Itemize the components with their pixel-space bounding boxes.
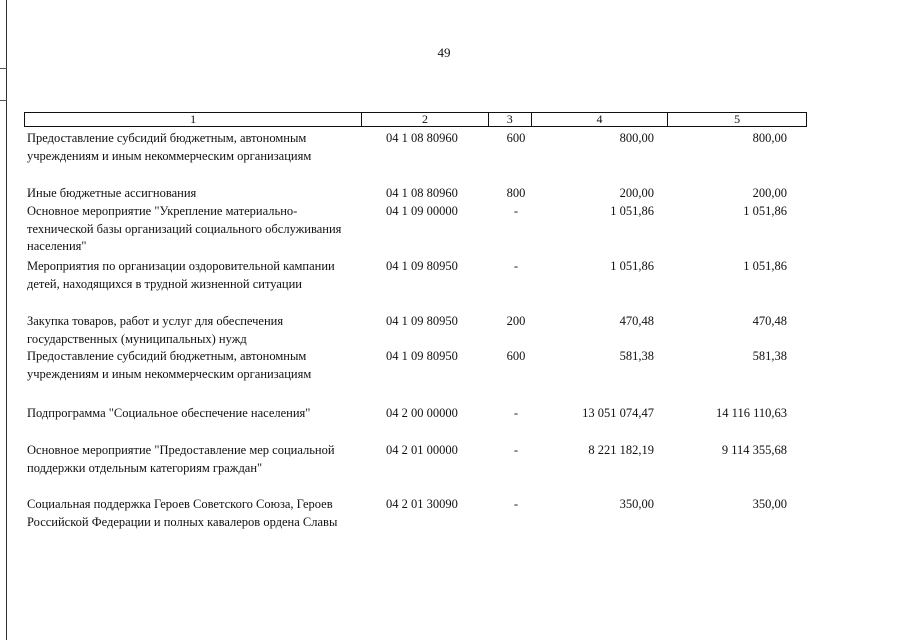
row-code: 04 1 08 80960 — [386, 131, 458, 145]
row-value-col4: 470,48 — [619, 314, 654, 328]
row-value-col4: 1 051,86 — [610, 259, 654, 273]
scan-edge-tick — [0, 100, 7, 101]
header-col-2: 2 — [361, 113, 488, 126]
row-type: - — [513, 497, 519, 511]
header-col-5: 5 — [667, 113, 806, 126]
row-name: Основное мероприятие "Укрепление материально-технической базы организаций социального обслуживания населения" — [27, 204, 342, 253]
row-value-col5: 800,00 — [752, 131, 787, 145]
row-value-col4: 800,00 — [619, 131, 654, 145]
row-name: Основное мероприятие "Предоставление мер социальной поддержки отдельным категориям граждан" — [27, 443, 335, 475]
row-code: 04 2 00 00000 — [386, 406, 458, 420]
row-code: 04 1 08 80960 — [386, 186, 458, 200]
row-value-col4: 350,00 — [619, 497, 654, 511]
row-type: - — [513, 259, 519, 273]
row-type: 800 — [506, 186, 526, 200]
row-name: Мероприятия по организации оздоровительной кампании детей, находящихся в трудной жизненной ситуации — [27, 259, 335, 291]
row-name: Предоставление субсидий бюджетным, автономным учреждениям и иным некоммерческим организациям — [27, 131, 312, 163]
row-type: - — [513, 443, 519, 457]
row-type: 200 — [506, 314, 526, 328]
row-type: - — [513, 204, 519, 218]
row-value-col5: 470,48 — [752, 314, 787, 328]
scan-edge-line — [6, 0, 7, 640]
table-header-row — [24, 112, 807, 127]
page-number: 49 — [437, 45, 451, 60]
row-value-col5: 200,00 — [752, 186, 787, 200]
row-code: 04 2 01 30090 — [386, 497, 458, 511]
row-name: Закупка товаров, работ и услуг для обеспечения государственных (муниципальных) нужд — [27, 314, 284, 346]
row-value-col5: 1 051,86 — [743, 204, 787, 218]
header-col-4: 4 — [531, 113, 668, 126]
row-type: 600 — [506, 349, 526, 363]
row-name: Подпрограмма "Социальное обеспечение населения" — [27, 406, 311, 420]
row-value-col5: 1 051,86 — [743, 259, 787, 273]
row-code: 04 1 09 80950 — [386, 349, 458, 363]
scan-edge-tick — [0, 68, 7, 69]
row-name: Предоставление субсидий бюджетным, автономным учреждениям и иным некоммерческим организациям — [27, 349, 312, 381]
row-value-col4: 8 221 182,19 — [588, 443, 654, 457]
row-type: - — [513, 406, 519, 420]
header-col-1: 1 — [190, 112, 197, 126]
row-name: Иные бюджетные ассигнования — [27, 186, 197, 200]
row-type: 600 — [506, 131, 526, 145]
row-value-col5: 581,38 — [752, 349, 787, 363]
row-value-col4: 200,00 — [619, 186, 654, 200]
header-col-3: 3 — [488, 113, 531, 126]
row-value-col4: 1 051,86 — [610, 204, 654, 218]
row-value-col4: 13 051 074,47 — [582, 406, 654, 420]
row-code: 04 1 09 80950 — [386, 259, 458, 273]
row-value-col5: 350,00 — [752, 497, 787, 511]
row-code: 04 2 01 00000 — [386, 443, 458, 457]
row-value-col5: 14 116 110,63 — [716, 406, 787, 420]
row-code: 04 1 09 80950 — [386, 314, 458, 328]
row-value-col4: 581,38 — [619, 349, 654, 363]
row-code: 04 1 09 00000 — [386, 204, 458, 218]
row-value-col5: 9 114 355,68 — [721, 443, 787, 457]
row-name: Социальная поддержка Героев Советского Союза, Героев Российской Федерации и полных кавалеров ордена Славы — [27, 497, 338, 529]
